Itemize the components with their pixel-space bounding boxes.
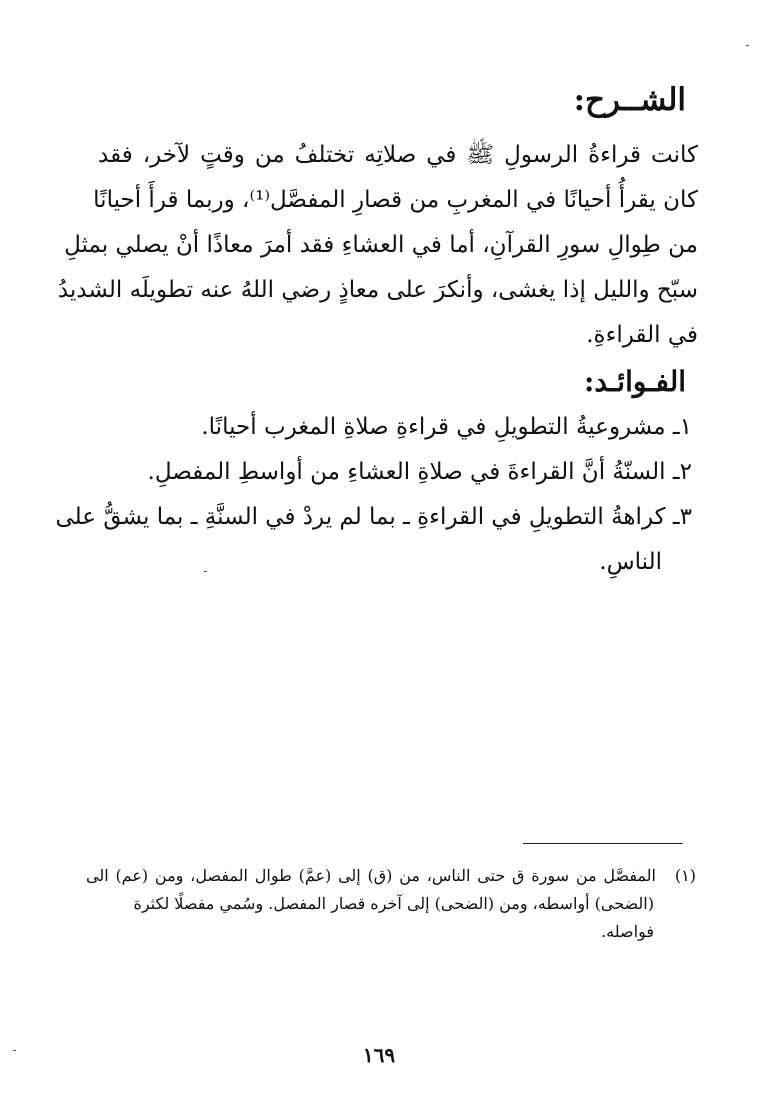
- benefit-item-continuation: الناسِ.: [599, 549, 662, 575]
- paragraph-line: سبّح والليل إذا يغشى، وأنكرَ على معاذٍ رضي اللهُ عنه تطويلَه الشديدُ: [57, 277, 698, 303]
- benefit-item: ٣ـ كراهةُ التطويلِ في القراءةِ ـ بما لم يردْ في السنَّةِ ـ بما يشقُّ على: [55, 504, 692, 530]
- footnote-separator: [523, 843, 683, 844]
- footnote-line: [86, 862, 696, 890]
- scan-speck: [13, 1050, 16, 1051]
- paragraph-line: كان يقرأُ أحيانًا في المغربِ من قصارِ المفصَّل⁽¹⁾، وربما قرأَ أحيانًا: [93, 187, 698, 213]
- section-heading-explanation: الشــرح:: [573, 82, 686, 118]
- benefit-item: ١ـ مشروعيةُ التطويلِ في قراءةِ صلاةِ المغرب أحيانًا.: [201, 414, 692, 440]
- paragraph-line: من طِوالِ سورِ القرآنِ، أما في العشاءِ فقد أمرَ معاذًا أنْ يصلي بمثلِ: [64, 232, 698, 258]
- footnote: [86, 862, 696, 946]
- benefits-list: [55, 405, 692, 585]
- footnote-line: (الضحى) أواسطه، ومن (الضحى) إلى آخره قصار المفصل. وسُمي مفصلًا لكثرة: [133, 894, 654, 913]
- footnote-line: فواصله.: [601, 922, 654, 941]
- benefit-item: ٢ـ السنّةُ أنَّ القراءةَ في صلاةِ العشاءِ من أواسطِ المفصلِ.: [147, 459, 692, 485]
- page-number: ١٦٩: [362, 1043, 396, 1067]
- explanation-paragraph: [57, 133, 698, 358]
- scan-speck: [204, 571, 207, 572]
- paragraph-line: كانت قراءةُ الرسولِ ﷺ في صلاتِه تختلفُ من وقتٍ لآخر، فقد: [98, 142, 698, 168]
- paragraph-line: في القراءةِ.: [586, 322, 698, 348]
- footnote-number: (١): [674, 866, 696, 885]
- section-heading-benefits: الفـوائـد:: [584, 365, 686, 398]
- footnote-text: المفصَّل من سورة ق حتى الناس، من (ق) إلى (عمَّ) طوال المفصل، ومن (عم) الى: [86, 866, 656, 885]
- scan-speck: [746, 45, 749, 46]
